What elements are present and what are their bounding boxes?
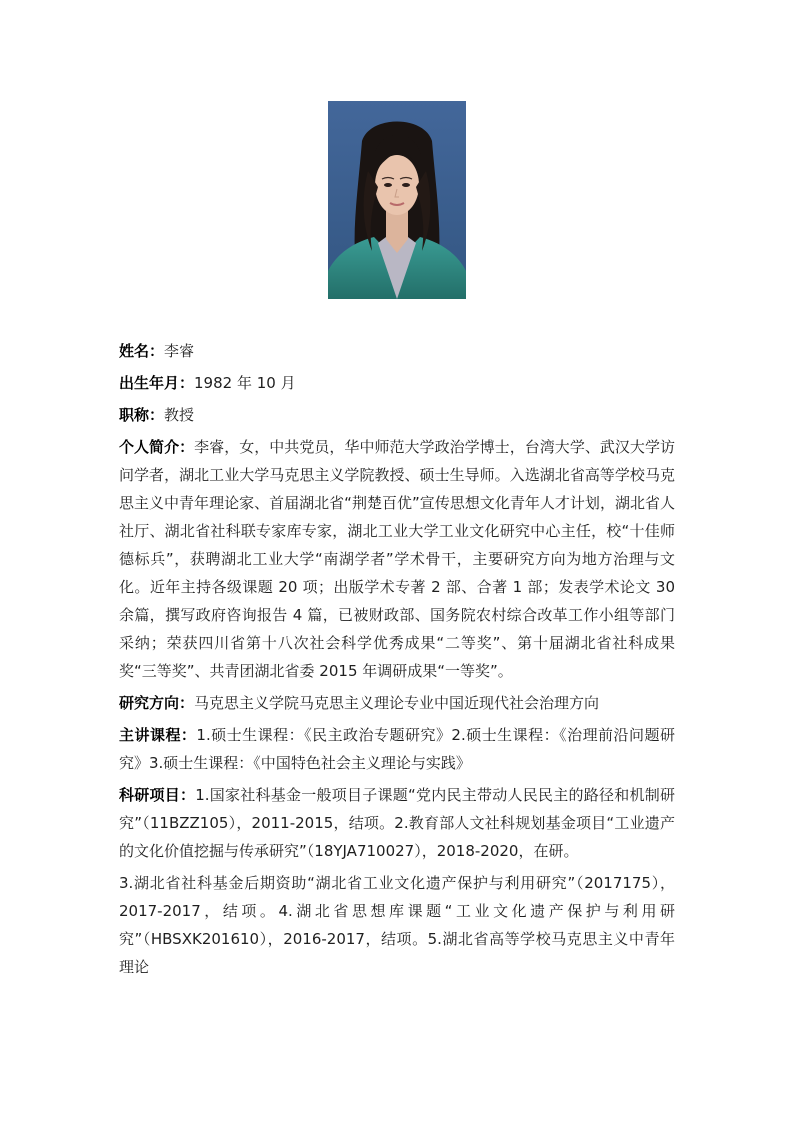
projects-row [119,781,675,865]
name-value: 李睿 [164,342,195,360]
bio-row [119,433,675,685]
title-value: 教授 [164,406,195,424]
profile-photo [328,101,466,299]
name-row [119,337,675,365]
profile-content [119,337,675,985]
birth-label: 出生年月： [119,374,195,392]
birth-value: 1982 年 10 月 [194,374,296,392]
bio-text: 李睿，女，中共党员，华中师范大学政治学博士，台湾大学、武汉大学访问学者，湖北工业大学马克思主义学院教授、硕士生导师。入选湖北省高等学校马克思主义中青年理论家、首届湖北省“荆楚百优”宣传思想文化青年人才计划，湖北省人社厅、湖北省社科联专家库专家，湖北工业大学工业文化研究中心主任，校“十佳师德标兵”，获聘湖北工业大学“南湖学者”学术骨干，主要研究方向为地方治理与文化。近年主持各级课题 20 项；出版学术专著 2 部、合著 1 部；发表学术论文 30 余篇，撰写政府咨询报告 4 篇，已被财政部、国务院农村综合改革工作小组等部门采纳；荣获四川省第十八次社会科学优秀成果“二等奖”、第十届湖北省社科成果奖“三等奖”、共青团湖北省委 2015 年调研成果“一等奖”。 [119,438,675,680]
bio-label: 个人简介： [119,438,195,456]
projects-continued-row [119,869,675,981]
projects-continued-text: 3.湖北省社科基金后期资助“湖北省工业文化遗产保护与利用研究”（2017175），2017-2017，结项。4.湖北省思想库课题“工业文化遗产保护与利用研究”（HBSXK201610），2016-2017，结项。5.湖北省高等学校马克思主义中青年理论 [119,874,675,976]
research-row [119,689,675,717]
name-label: 姓名： [119,342,165,360]
title-label: 职称： [119,406,165,424]
title-row [119,401,675,429]
projects-label: 科研项目： [119,786,196,804]
courses-row [119,721,675,777]
projects-text: 1.国家社科基金一般项目子课题“党内民主带动人民民主的路径和机制研究”（11BZZ105），2011-2015，结项。2.教育部人文社科规划基金项目“工业遗产的文化价值挖掘与传承研究”（18YJA710027），2018-2020，在研。 [119,786,675,860]
courses-label: 主讲课程： [119,726,197,744]
courses-text: 1.硕士生课程：《民主政治专题研究》2.硕士生课程：《治理前沿问题研究》3.硕士生课程：《中国特色社会主义理论与实践》 [119,726,675,772]
portrait-image [328,101,466,299]
birth-row [119,369,675,397]
research-label: 研究方向： [119,694,195,712]
research-text: 马克思主义学院马克思主义理论专业中国近现代社会治理方向 [194,694,600,712]
